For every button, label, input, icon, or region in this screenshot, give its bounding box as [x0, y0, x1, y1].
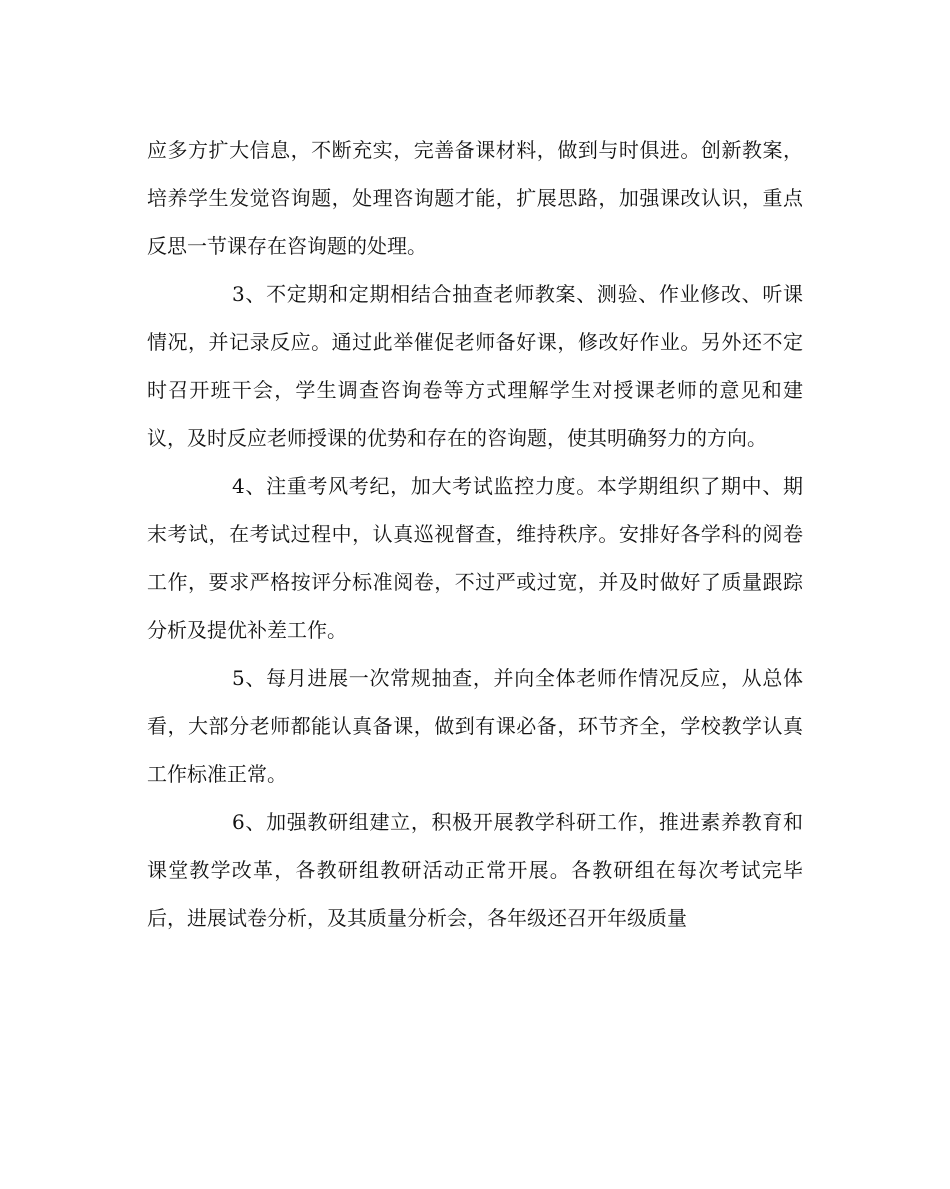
paragraph-continuation: 应多方扩大信息，不断充实，完善备课材料，做到与时俱进。创新教案，培养学生发觉咨询题，处理咨询题才能，扩展思路，加强课改认识，重点反思一节课存在咨询题的处理。 [147, 138, 803, 258]
paragraph-item-6: 6、加强教研组建立，积极开展教学科研工作，推进素养教育和课堂教学改革，各教研组教研活动正常开展。各教研组在每次考试完毕后，进展试卷分析，及其质量分析会，各年级还召开年级质量 [147, 810, 803, 930]
paragraph-item-5: 5、每月进展一次常规抽查，并向全体老师作情况反应，从总体看，大部分老师都能认真备课，做到有课必备，环节齐全，学校教学认真工作标准正常。 [147, 666, 803, 786]
paragraph-item-4: 4、注重考风考纪，加大考试监控力度。本学期组织了期中、期末考试，在考试过程中，认真巡视督查，维持秩序。安排好各学科的阅卷工作，要求严格按评分标准阅卷，不过严或过宽，并及时做好了质量跟踪分析及提优补差工作。 [147, 474, 803, 642]
document-body [147, 126, 803, 942]
paragraph-item-3: 3、不定期和定期相结合抽查老师教案、测验、作业修改、听课情况，并记录反应。通过此举催促老师备好课，修改好作业。另外还不定时召开班干会，学生调查咨询卷等方式理解学生对授课老师的意见和建议，及时反应老师授课的优势和存在的咨询题，使其明确努力的方向。 [147, 282, 803, 450]
